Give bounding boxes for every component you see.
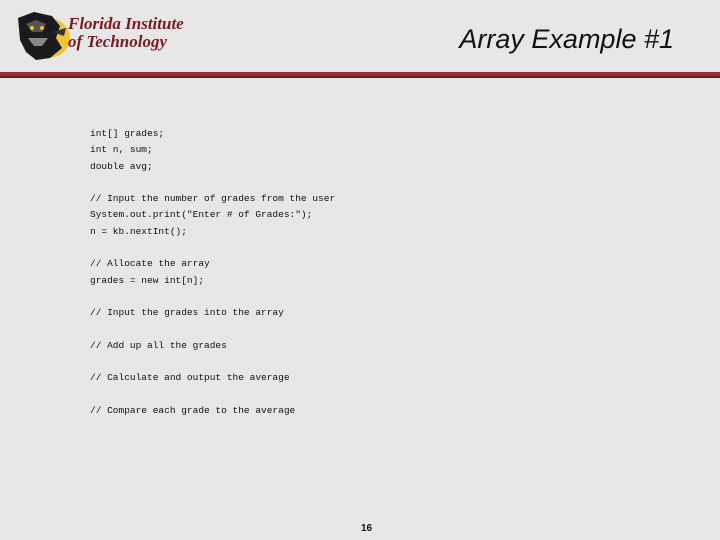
panther-logo-icon bbox=[12, 8, 72, 66]
slide-title: Array Example #1 bbox=[459, 24, 674, 54]
code-blank-line bbox=[90, 354, 335, 370]
code-blank-line bbox=[90, 322, 335, 338]
code-line: // Input the number of grades from the user bbox=[90, 193, 336, 205]
code-line: // Allocate the array bbox=[90, 258, 210, 270]
header-divider bbox=[0, 72, 720, 78]
code-blank-line bbox=[90, 175, 335, 191]
code-line: int n, sum; bbox=[90, 144, 153, 156]
code-line: grades = new int[n]; bbox=[90, 274, 205, 286]
code-line: double avg; bbox=[90, 160, 153, 172]
code-line: int[] grades; bbox=[90, 128, 165, 139]
code-blank-line bbox=[90, 387, 335, 403]
code-line: n = kb.nextInt(); bbox=[90, 225, 187, 237]
page-number: 16 bbox=[361, 523, 373, 534]
institution-logo bbox=[12, 8, 192, 68]
code-line: // Compare each grade to the average bbox=[90, 405, 296, 417]
code-block bbox=[90, 126, 335, 419]
code-line: // Input the grades into the array bbox=[90, 307, 284, 319]
code-blank-line bbox=[90, 240, 335, 256]
code-blank-line bbox=[90, 289, 335, 305]
logo-text-line2: of Technology bbox=[68, 32, 168, 51]
logo-text-line1: Florida Institute bbox=[68, 14, 184, 33]
code-line: // Calculate and output the average bbox=[90, 372, 290, 384]
code-line: // Add up all the grades bbox=[90, 339, 227, 351]
code-line: System.out.print("Enter # of Grades:"); bbox=[90, 209, 313, 221]
